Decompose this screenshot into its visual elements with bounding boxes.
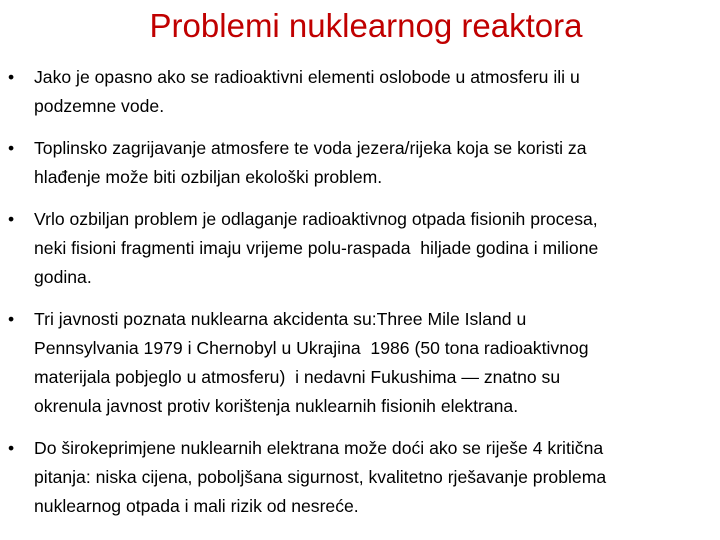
bullet-text-line: Pennsylvania 1979 i Chernobyl u Ukrajina 1986 (50 tona radioaktivnog	[34, 338, 589, 358]
bullet-item	[0, 434, 700, 521]
bullet-text-line: Toplinsko zagrijavanje atmosfere te voda jezera/rijeka koja se koristi za	[34, 138, 587, 158]
bullet-text-line: nuklearnog otpada i mali rizik od nesreće.	[34, 496, 359, 516]
bullet-text-line: Do širokeprimjene nuklearnih elektrana može doći ako se riješe 4 kritična	[34, 438, 604, 458]
bullet-text-line: Jako je opasno ako se radioaktivni elementi oslobode u atmosferu ili u	[34, 67, 580, 87]
bullet-dot-icon: •	[8, 67, 15, 87]
bullet-dot-icon: •	[8, 209, 15, 229]
bullet-text-line: Tri javnosti poznata nuklearna akcidenta su:Three Mile Island u	[34, 309, 527, 329]
bullet-text-line: godina.	[34, 267, 92, 287]
bullet-text-line: neki fisioni fragmenti imaju vrijeme polu-raspada hiljade godina i milione	[34, 238, 599, 258]
bullet-list	[0, 63, 700, 534]
bullet-dot-icon: •	[8, 138, 15, 158]
bullet-dot-icon: •	[8, 438, 15, 458]
bullet-text-line: hlađenje može biti ozbiljan ekološki problem.	[34, 167, 383, 187]
bullet-text-line: Vrlo ozbiljan problem je odlaganje radioaktivnog otpada fisionih procesa,	[34, 209, 598, 229]
bullet-item	[0, 305, 700, 421]
bullet-dot-icon: •	[8, 309, 15, 329]
bullet-text-line: podzemne vode.	[34, 96, 165, 116]
bullet-text-line: materijala pobjeglo u atmosferu) i nedavni Fukushima — znatno su	[34, 367, 561, 387]
bullet-text-line: pitanja: niska cijena, poboljšana sigurnost, kvalitetno rješavanje problema	[34, 467, 607, 487]
bullet-text-line: okrenula javnost protiv korištenja nuklearnih fisionih elektrana.	[34, 396, 519, 416]
bullet-item	[0, 134, 700, 192]
bullet-item	[0, 205, 700, 292]
slide-title: Problemi nuklearnog reaktora	[149, 7, 583, 44]
bullet-item	[0, 63, 700, 121]
